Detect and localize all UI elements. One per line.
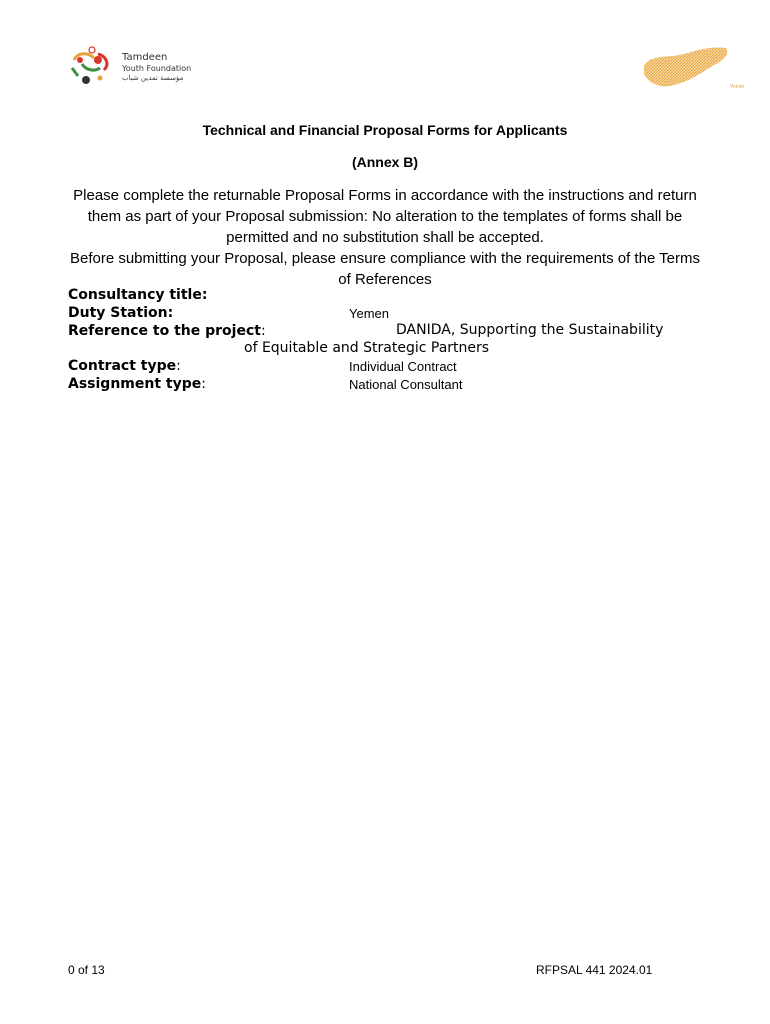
intro-paragraph-2: Before submitting your Proposal, please ensure compliance with the requirements of the Terms of References xyxy=(69,250,701,288)
reference-row xyxy=(68,323,266,339)
logo-arabic: مؤسسة تمدين شباب xyxy=(122,74,184,82)
tamdeen-logo-mark-icon xyxy=(68,46,112,86)
consultancy-title-label: Consultancy title: xyxy=(68,287,208,303)
reference-colon: : xyxy=(260,323,266,339)
duty-station-row xyxy=(68,305,173,321)
contract-type-colon: : xyxy=(176,358,181,374)
reference-value-line-2: of Equitable and Strategic Partners xyxy=(244,340,490,356)
document-reference: RFPSAL 441 2024.01 xyxy=(536,963,653,977)
annex-label: (Annex B) xyxy=(351,154,419,170)
document-title: Technical and Financial Proposal Forms for Applicants xyxy=(202,122,568,138)
duty-station-value: Yemen xyxy=(349,306,389,321)
page-number: 0 of 13 xyxy=(68,963,105,977)
reference-label: Reference to the project xyxy=(68,323,261,339)
intro-text xyxy=(68,185,702,290)
contract-type-row xyxy=(68,358,181,374)
logo-right-caption: Yemen xyxy=(730,84,744,90)
contract-type-value: Individual Contract xyxy=(349,359,457,374)
assignment-type-row xyxy=(68,376,206,392)
contract-type-label: Contract type xyxy=(68,358,177,374)
intro-paragraph-1: Please complete the returnable Proposal Forms in accordance with the instructions and return them as part of your Proposal submission: No alteration to the templates of forms shall be permitted and no substitution shall be accepted. xyxy=(73,187,697,246)
consultancy-title-row xyxy=(68,287,207,303)
yemen-map-icon xyxy=(640,44,744,92)
assignment-type-label: Assignment type xyxy=(68,376,202,392)
logo-name: Tamdeen xyxy=(122,52,168,63)
reference-value-line-1: DANIDA, Supporting the Sustainability xyxy=(396,322,664,338)
logo-subtitle: Youth Foundation xyxy=(122,64,192,73)
tamdeen-logo xyxy=(68,46,198,90)
yemen-map-logo xyxy=(640,44,744,92)
assignment-type-colon: : xyxy=(201,376,206,392)
duty-station-label: Duty Station: xyxy=(68,305,174,321)
assignment-type-value: National Consultant xyxy=(349,377,463,392)
